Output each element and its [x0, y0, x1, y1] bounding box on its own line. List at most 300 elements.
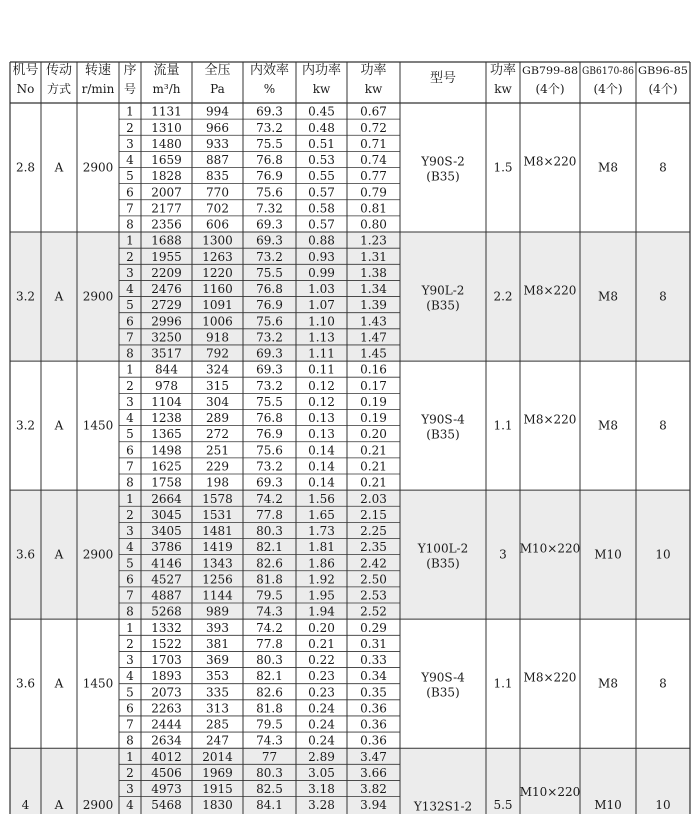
point-index: 5 — [126, 685, 134, 700]
table-cell: 75.5 — [256, 136, 283, 151]
table-cell: 1238 — [151, 411, 182, 426]
rotation-speed: 2900 — [82, 798, 114, 812]
table-cell: 3405 — [151, 524, 182, 539]
table-cell: 1480 — [151, 136, 182, 151]
header-unit: kw — [364, 82, 383, 96]
table-cell: 80.3 — [256, 524, 283, 539]
point-index: 7 — [126, 588, 134, 603]
table-cell: 770 — [206, 185, 229, 200]
table-cell: 1703 — [151, 653, 182, 668]
table-cell: 0.81 — [360, 201, 387, 216]
table-cell: 1498 — [151, 443, 182, 458]
motor-model: Y90S-2 — [421, 154, 465, 169]
table-cell: 0.17 — [360, 378, 387, 393]
table-cell: 324 — [206, 362, 229, 377]
table-cell: 198 — [206, 475, 229, 490]
table-cell: 1.39 — [360, 298, 387, 313]
point-index: 4 — [126, 540, 134, 555]
drive-mode: A — [54, 289, 64, 304]
table-cell: 2664 — [151, 491, 182, 506]
table-cell: 0.57 — [308, 217, 335, 232]
table-cell: 73.2 — [256, 249, 283, 264]
table-cell: 2.52 — [360, 604, 387, 619]
table-cell: 0.21 — [360, 475, 387, 490]
table-cell: 1830 — [202, 798, 233, 813]
table-cell: 2073 — [151, 685, 182, 700]
table-cell: 75.5 — [256, 265, 283, 280]
table-cell: 3.82 — [360, 782, 387, 797]
table-cell: 1481 — [202, 524, 233, 539]
table-cell: 0.12 — [308, 378, 335, 393]
table-cell: 353 — [206, 669, 229, 684]
point-index: 8 — [126, 604, 134, 619]
table-cell: 69.3 — [256, 217, 283, 232]
header-cell: 型号 — [429, 71, 457, 86]
fan-number: 3.6 — [15, 547, 36, 562]
table-cell: 0.36 — [360, 717, 387, 732]
washer-spec: 10 — [655, 798, 671, 812]
table-cell: 0.79 — [360, 185, 387, 200]
table-cell: 0.19 — [360, 394, 387, 409]
table-cell: 0.72 — [360, 120, 387, 135]
table-cell: 1.94 — [308, 604, 335, 619]
header-unit: Pa — [210, 82, 225, 96]
table-cell: 994 — [206, 104, 229, 119]
table-cell: 2634 — [151, 733, 182, 748]
table-cell: 84.1 — [256, 798, 283, 813]
motor-mount: (B35) — [426, 298, 460, 313]
table-cell: 1220 — [202, 265, 233, 280]
fan-number: 3.6 — [15, 676, 36, 691]
table-cell: 81.8 — [256, 572, 283, 587]
point-index: 6 — [126, 314, 134, 329]
table-cell: 1.81 — [308, 540, 335, 555]
motor-mount: (B35) — [426, 427, 460, 442]
nut-spec: M10 — [594, 798, 622, 812]
table-cell: 1104 — [151, 394, 182, 409]
table-cell: 2.42 — [360, 556, 387, 571]
table-cell: 73.2 — [256, 459, 283, 474]
table-cell: 0.22 — [308, 653, 335, 668]
point-index: 3 — [126, 524, 134, 539]
table-cell: 1256 — [202, 572, 233, 587]
table-cell: 2263 — [151, 701, 182, 716]
table-cell: 2356 — [151, 217, 182, 232]
table-cell: 0.14 — [308, 459, 335, 474]
table-cell: 75.6 — [256, 185, 283, 200]
table-cell: 393 — [206, 620, 229, 635]
table-cell: 2.35 — [360, 540, 387, 555]
table-cell: 4887 — [151, 588, 182, 603]
rotation-speed: 2900 — [82, 289, 114, 304]
header-cell: 序 — [123, 63, 137, 78]
point-index: 1 — [126, 620, 134, 635]
point-index: 6 — [126, 572, 134, 587]
table-cell: 77.8 — [256, 507, 283, 522]
table-cell: 3.05 — [308, 765, 335, 780]
table-cell: 3.66 — [360, 765, 387, 780]
point-index: 2 — [126, 636, 134, 651]
rotation-speed: 2900 — [82, 547, 114, 562]
table-cell: 0.24 — [308, 733, 335, 748]
motor-power: 1.1 — [493, 676, 513, 691]
nut-spec: M8 — [598, 418, 618, 433]
table-cell: 0.12 — [308, 394, 335, 409]
point-index: 7 — [126, 459, 134, 474]
fan-number: 3.2 — [15, 289, 36, 304]
motor-model: Y90S-4 — [421, 412, 465, 427]
table-cell: 606 — [206, 217, 229, 232]
header-unit: kw — [312, 82, 331, 96]
table-cell: 247 — [206, 733, 229, 748]
table-cell: 3045 — [151, 507, 182, 522]
point-index: 6 — [126, 185, 134, 200]
table-cell: 0.21 — [308, 636, 335, 651]
table-cell: 381 — [206, 636, 229, 651]
table-cell: 0.16 — [360, 362, 387, 377]
table-cell: 2.89 — [308, 749, 335, 764]
table-cell: 2996 — [151, 314, 182, 329]
table-cell: 1828 — [151, 169, 182, 184]
motor-model: Y100L-2 — [417, 541, 469, 556]
point-index: 8 — [126, 217, 134, 232]
table-cell: 80.3 — [256, 765, 283, 780]
table-cell: 0.24 — [308, 717, 335, 732]
table-cell: 0.88 — [308, 233, 335, 248]
table-cell: 1688 — [151, 233, 182, 248]
table-cell: 251 — [206, 443, 229, 458]
table-cell: 0.80 — [360, 217, 387, 232]
table-cell: 335 — [206, 685, 229, 700]
header-unit: m³/h — [152, 82, 181, 96]
header-cell: 内效率 — [249, 63, 290, 78]
table-cell: 1332 — [151, 620, 182, 635]
table-cell: 0.23 — [308, 669, 335, 684]
table-cell: 0.29 — [360, 620, 387, 635]
table-cell: 1365 — [151, 427, 182, 442]
table-cell: 1310 — [151, 120, 182, 135]
point-index: 3 — [126, 653, 134, 668]
point-index: 1 — [126, 233, 134, 248]
point-index: 1 — [126, 491, 134, 506]
table-cell: 0.21 — [360, 443, 387, 458]
table-cell: 0.58 — [308, 201, 335, 216]
table-cell: 272 — [206, 427, 229, 442]
table-cell: 2729 — [151, 298, 182, 313]
table-cell: 0.33 — [360, 653, 387, 668]
point-index: 4 — [126, 282, 134, 297]
table-cell: 4973 — [151, 782, 182, 797]
rotation-speed: 2900 — [82, 160, 114, 175]
table-cell: 1955 — [151, 249, 182, 264]
motor-mount: (B35) — [426, 169, 460, 184]
header-cell: 功率 — [489, 63, 517, 78]
point-index: 4 — [126, 153, 134, 168]
motor-model: Y132S1-2 — [413, 799, 473, 814]
washer-spec: 8 — [659, 418, 667, 433]
drive-mode: A — [54, 547, 64, 562]
table-cell: 79.5 — [256, 717, 283, 732]
table-cell: 313 — [206, 701, 229, 716]
table-cell: 80.3 — [256, 653, 283, 668]
motor-model: Y90S-4 — [421, 670, 465, 685]
table-cell: 0.21 — [360, 459, 387, 474]
table-cell: 82.6 — [256, 685, 283, 700]
table-cell: 0.24 — [308, 701, 335, 716]
table-cell: 1.03 — [308, 282, 335, 297]
table-cell: 76.9 — [256, 427, 283, 442]
drive-mode: A — [54, 798, 64, 812]
table-cell: 1131 — [151, 104, 182, 119]
table-cell: 0.13 — [308, 427, 335, 442]
point-index: 3 — [126, 136, 134, 151]
table-cell: 74.2 — [256, 620, 283, 635]
table-cell: 0.57 — [308, 185, 335, 200]
table-cell: 4527 — [151, 572, 182, 587]
table-cell: 0.35 — [360, 685, 387, 700]
fan-number: 3.2 — [15, 418, 36, 433]
table-cell: 74.3 — [256, 733, 283, 748]
header-cell: 全压 — [204, 63, 231, 78]
header-cell: 传动 — [45, 63, 73, 78]
table-cell: 1160 — [202, 282, 233, 297]
table-cell: 1.73 — [308, 524, 335, 539]
table-cell: 75.6 — [256, 314, 283, 329]
table-cell: 69.3 — [256, 475, 283, 490]
table-cell: 0.14 — [308, 443, 335, 458]
table-cell: 289 — [206, 411, 229, 426]
drive-mode: A — [54, 160, 64, 175]
nut-spec: M8 — [598, 160, 618, 175]
table-cell: 1300 — [202, 233, 233, 248]
header-unit: r/min — [81, 82, 115, 96]
motor-power: 3 — [499, 547, 507, 562]
table-cell: 69.3 — [256, 233, 283, 248]
point-index: 1 — [126, 749, 134, 764]
point-index: 3 — [126, 782, 134, 797]
table-cell: 1.07 — [308, 298, 335, 313]
nut-spec: M8 — [598, 676, 618, 691]
table-cell: 1.13 — [308, 330, 335, 345]
table-cell: 1.56 — [308, 491, 335, 506]
table-cell: 76.8 — [256, 282, 283, 297]
table-cell: 1522 — [151, 636, 182, 651]
table-cell: 0.48 — [308, 120, 335, 135]
header-cell: GB6170-86 — [582, 66, 634, 77]
table-cell: 82.5 — [256, 782, 283, 797]
table-cell: 0.36 — [360, 701, 387, 716]
motor-power: 2.2 — [493, 289, 513, 304]
table-cell: 1.47 — [360, 330, 387, 345]
table-cell: 2007 — [151, 185, 182, 200]
washer-spec: 8 — [659, 289, 667, 304]
table-cell: 76.9 — [256, 298, 283, 313]
table-cell: 79.5 — [256, 588, 283, 603]
table-cell: 1006 — [202, 314, 233, 329]
table-cell: 0.20 — [360, 427, 387, 442]
table-cell: 304 — [206, 394, 229, 409]
table-cell: 7.32 — [256, 201, 283, 216]
point-index: 1 — [126, 104, 134, 119]
table-cell: 1625 — [151, 459, 182, 474]
rotation-speed: 1450 — [82, 676, 114, 691]
table-cell: 82.1 — [256, 540, 283, 555]
table-cell: 73.2 — [256, 378, 283, 393]
table-cell: 0.14 — [308, 475, 335, 490]
table-cell: 5468 — [151, 798, 182, 813]
rotation-speed: 1450 — [82, 418, 114, 433]
header-unit: kw — [494, 82, 512, 96]
table-cell: 792 — [206, 346, 229, 361]
header-unit: No — [16, 82, 35, 96]
header-unit: % — [263, 82, 276, 96]
table-cell: 1578 — [202, 491, 233, 506]
bolt-spec: M10×220 — [519, 541, 581, 556]
point-index: 2 — [126, 765, 134, 780]
table-cell: 978 — [155, 378, 178, 393]
point-index: 2 — [126, 507, 134, 522]
table-cell: 4012 — [151, 749, 182, 764]
nut-spec: M10 — [594, 547, 622, 562]
table-cell: 1.38 — [360, 265, 387, 280]
table-cell: 3250 — [151, 330, 182, 345]
table-cell: 74.3 — [256, 604, 283, 619]
table-cell: 77 — [261, 749, 278, 764]
point-index: 3 — [126, 265, 134, 280]
table-cell: 69.3 — [256, 362, 283, 377]
point-index: 7 — [126, 717, 134, 732]
table-cell: 3.47 — [360, 749, 387, 764]
table-cell: 835 — [206, 169, 229, 184]
table-cell: 2177 — [151, 201, 182, 216]
point-index: 3 — [126, 394, 134, 409]
washer-spec: 10 — [655, 547, 671, 562]
point-index: 8 — [126, 346, 134, 361]
point-index: 4 — [126, 798, 134, 813]
point-index: 2 — [126, 378, 134, 393]
table-cell: 1419 — [202, 540, 233, 555]
table-cell: 702 — [206, 201, 229, 216]
table-cell: 2.03 — [360, 491, 387, 506]
point-index: 6 — [126, 443, 134, 458]
table-cell: 1.92 — [308, 572, 335, 587]
table-cell: 76.9 — [256, 169, 283, 184]
point-index: 8 — [126, 733, 134, 748]
table-cell: 1263 — [202, 249, 233, 264]
washer-spec: 8 — [659, 676, 667, 691]
drive-mode: A — [54, 418, 64, 433]
motor-model: Y90L-2 — [421, 283, 465, 298]
point-index: 1 — [126, 362, 134, 377]
nut-spec: M8 — [598, 289, 618, 304]
table-cell: 69.3 — [256, 346, 283, 361]
table-cell: 5268 — [151, 604, 182, 619]
table-cell: 76.8 — [256, 411, 283, 426]
table-cell: 0.19 — [360, 411, 387, 426]
table-cell: 0.99 — [308, 265, 335, 280]
washer-spec: 8 — [659, 160, 667, 175]
table-cell: 844 — [155, 362, 178, 377]
table-cell: 1659 — [151, 153, 182, 168]
point-index: 5 — [126, 298, 134, 313]
header-cell: 功率 — [360, 63, 387, 78]
table-cell: 3.94 — [360, 798, 387, 813]
point-index: 4 — [126, 669, 134, 684]
table-cell: 2.15 — [360, 507, 387, 522]
table-cell: 1531 — [202, 507, 233, 522]
table-cell: 0.74 — [360, 153, 387, 168]
motor-power: 1.1 — [493, 418, 513, 433]
table-cell: 2444 — [151, 717, 182, 732]
point-index: 2 — [126, 249, 134, 264]
table-cell: 0.51 — [308, 136, 335, 151]
motor-mount: (B35) — [426, 685, 460, 700]
table-cell: 315 — [206, 378, 229, 393]
bolt-spec: M8×220 — [523, 412, 577, 427]
header-cell: 内功率 — [301, 63, 342, 78]
table-cell: 1091 — [202, 298, 233, 313]
table-cell: 1.34 — [360, 282, 387, 297]
table-cell: 69.3 — [256, 104, 283, 119]
table-cell: 2014 — [202, 749, 233, 764]
table-cell: 1144 — [202, 588, 233, 603]
motor-power: 5.5 — [493, 798, 513, 812]
table-cell: 0.53 — [308, 153, 335, 168]
table-cell: 1.43 — [360, 314, 387, 329]
bolt-spec: M8×220 — [523, 670, 577, 685]
table-cell: 82.1 — [256, 669, 283, 684]
table-cell: 81.8 — [256, 701, 283, 716]
table-cell: 0.77 — [360, 169, 387, 184]
table-cell: 229 — [206, 459, 229, 474]
table-cell: 1.86 — [308, 556, 335, 571]
fan-number: 2.8 — [15, 160, 36, 175]
header-unit: (4个) — [593, 82, 623, 96]
table-cell: 0.31 — [360, 636, 387, 651]
table-cell: 2476 — [151, 282, 182, 297]
motor-power: 1.5 — [493, 160, 513, 175]
table-cell: 4506 — [151, 765, 182, 780]
drive-mode: A — [54, 676, 64, 691]
bolt-spec: M8×220 — [523, 154, 577, 169]
header-unit: (4个) — [648, 82, 678, 96]
table-cell: 966 — [206, 120, 229, 135]
point-index: 8 — [126, 475, 134, 490]
table-cell: 285 — [206, 717, 229, 732]
motor-mount: (B35) — [426, 556, 460, 571]
table-cell: 1.45 — [360, 346, 387, 361]
table-cell: 75.6 — [256, 443, 283, 458]
table-cell: 1758 — [151, 475, 182, 490]
fan-number: 4 — [21, 798, 30, 812]
table-cell: 2209 — [151, 265, 182, 280]
table-cell: 0.11 — [308, 362, 335, 377]
point-index: 6 — [126, 701, 134, 716]
table-cell: 73.2 — [256, 120, 283, 135]
table-cell: 73.2 — [256, 330, 283, 345]
header-cell: 流量 — [153, 63, 180, 78]
table-cell: 1.65 — [308, 507, 335, 522]
table-cell: 1.23 — [360, 233, 387, 248]
table-cell: 0.45 — [308, 104, 335, 119]
point-index: 4 — [126, 411, 134, 426]
table-cell: 3786 — [151, 540, 182, 555]
table-cell: 75.5 — [256, 394, 283, 409]
point-index: 2 — [126, 120, 134, 135]
header-cell: 机号 — [12, 63, 39, 78]
point-index: 5 — [126, 556, 134, 571]
table-cell: 3517 — [151, 346, 182, 361]
